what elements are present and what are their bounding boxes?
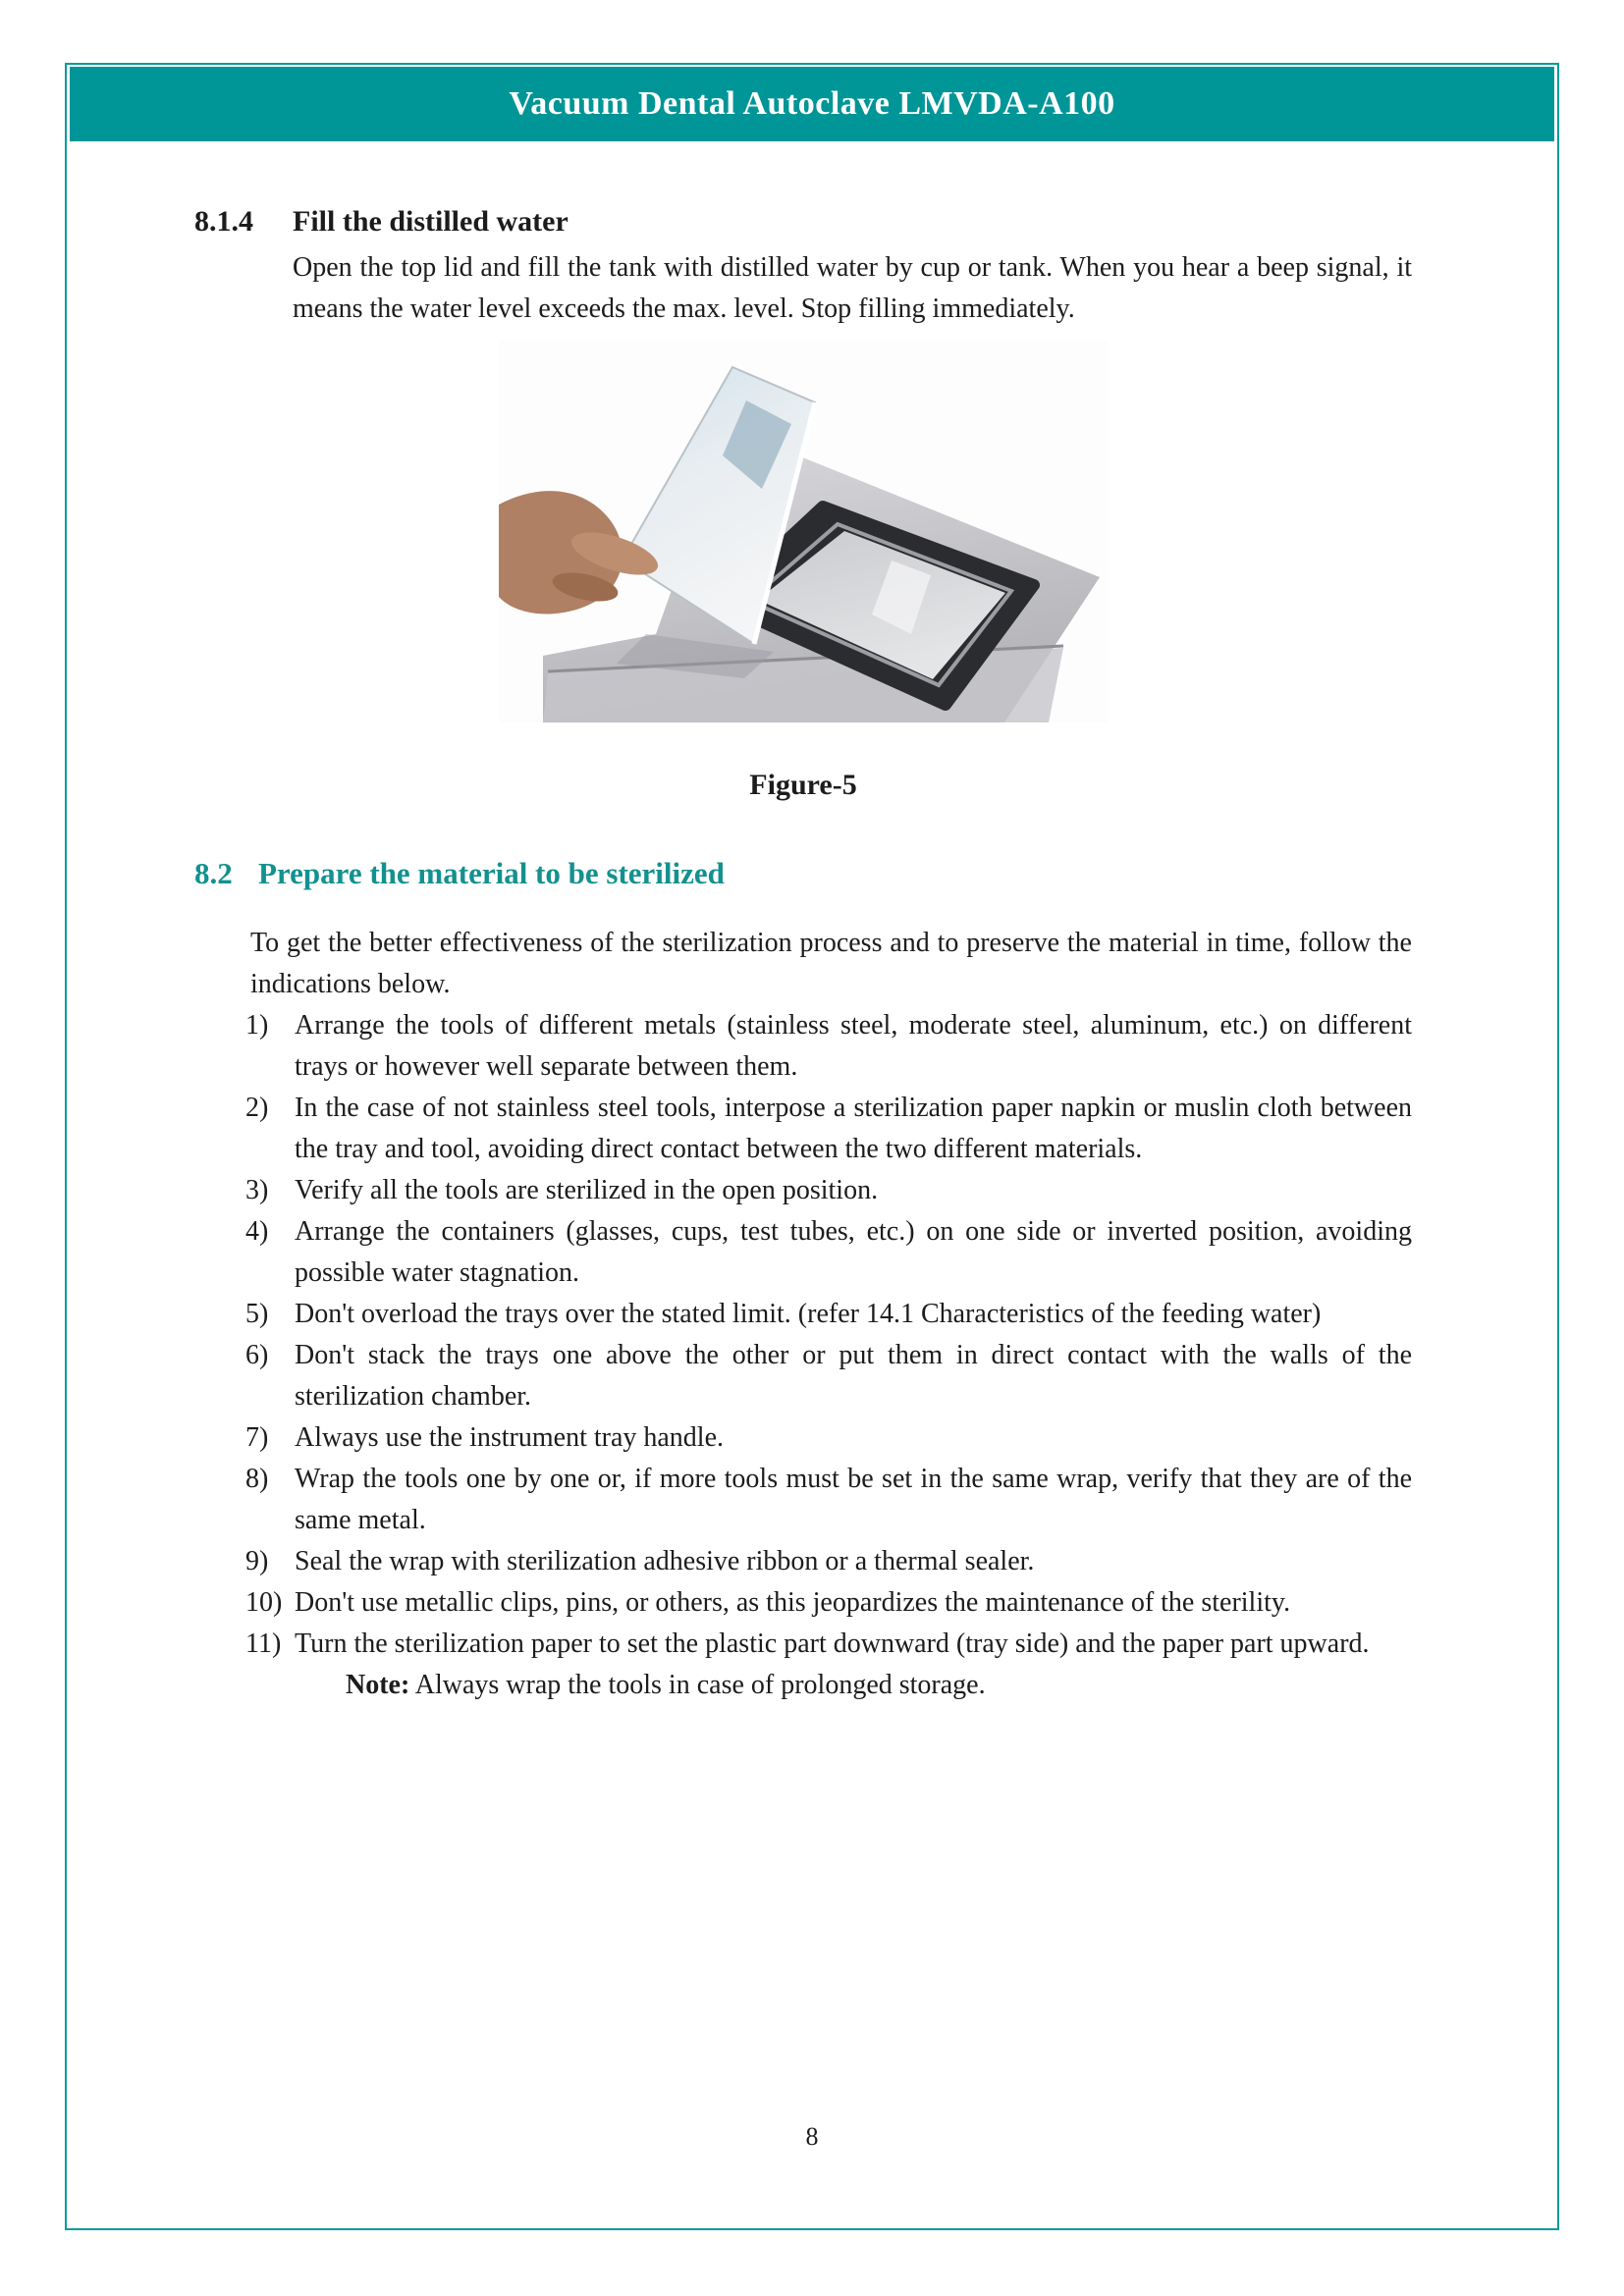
header-banner [70,67,1554,141]
instruction-list [245,1005,1412,1706]
list-item [245,1417,1412,1459]
note-text: Always wrap the tools in case of prolonged storage. [409,1670,986,1700]
list-item-text: Turn the sterilization paper to set the plastic part downward (tray side) and the paper part upward. [295,1629,1370,1659]
list-item-number: 7) [245,1422,269,1453]
section-number: 8.2 [194,856,233,890]
page-frame [65,63,1559,2230]
list-item-number: 9) [245,1546,269,1576]
list-item [245,1211,1412,1294]
list-item-text: Don't overload the trays over the stated limit. (refer 14.1 Characteristics of the feeding water) [295,1299,1322,1329]
note [346,1665,1412,1706]
section-8-2-intro: To get the better effectiveness of the sterilization process and to preserve the material in time, follow the indications below. [250,928,1412,999]
list-item-number: 1) [245,1010,269,1041]
section-heading-8-1-4 [194,202,1412,241]
list-item-number: 10) [245,1587,283,1618]
list-item [245,1335,1412,1417]
list-item-text: Don't use metallic clips, pins, or others, as this jeopardizes the maintenance of the sterility. [295,1587,1291,1618]
page-content [67,141,1557,1706]
autoclave-illustration [499,340,1108,722]
list-item [245,1624,1412,1665]
list-item [245,1005,1412,1088]
list-item [245,1541,1412,1582]
document-title: Vacuum Dental Autoclave LMVDA-A100 [509,85,1115,122]
note-label: Note: [346,1670,410,1700]
list-item-text: Arrange the containers (glasses, cups, test tubes, etc.) on one side or inverted position, avoiding possible water stagnation. [295,1216,1412,1288]
list-item-text: Always use the instrument tray handle. [295,1422,725,1453]
list-item-text: Arrange the tools of different metals (stainless steel, moderate steel, aluminum, etc.) on different trays or however well separate between them. [295,1010,1412,1082]
list-item [245,1582,1412,1624]
list-item [245,1088,1412,1170]
list-item-number: 11) [245,1629,282,1659]
section-title: Fill the distilled water [293,205,568,238]
figure-caption: Figure-5 [749,769,857,801]
section-number: 8.1.4 [194,205,253,238]
list-item [245,1294,1412,1335]
section-heading-8-2 [194,854,1412,893]
list-item-text: Don't stack the trays one above the other or put them in direct contact with the walls of the sterilization chamber. [295,1340,1412,1412]
list-item-text: In the case of not stainless steel tools, interpose a sterilization paper napkin or muslin cloth between the tray and tool, avoiding direct contact between the two different materials. [295,1093,1412,1164]
list-item-text: Wrap the tools one by one or, if more tools must be set in the same wrap, verify that they are of the same metal. [295,1464,1412,1535]
list-item-text: Seal the wrap with sterilization adhesive ribbon or a thermal sealer. [295,1546,1035,1576]
list-item-number: 6) [245,1340,269,1370]
list-item [245,1459,1412,1541]
list-item-number: 5) [245,1299,269,1329]
list-item-number: 2) [245,1093,269,1123]
list-item-number: 3) [245,1175,269,1205]
list-item-number: 4) [245,1216,269,1247]
list-item-number: 8) [245,1464,269,1494]
section-8-1-4-paragraph: Open the top lid and fill the tank with distilled water by cup or tank. When you hear a beep signal, it means the water level exceeds the max. level. Stop filling immediately. [293,252,1412,324]
list-item-text: Verify all the tools are sterilized in the open position. [295,1175,879,1205]
figure-photo [499,340,1108,722]
section-title: Prepare the material to be sterilized [258,856,725,890]
list-item [245,1170,1412,1211]
page-number: 8 [805,2122,819,2151]
